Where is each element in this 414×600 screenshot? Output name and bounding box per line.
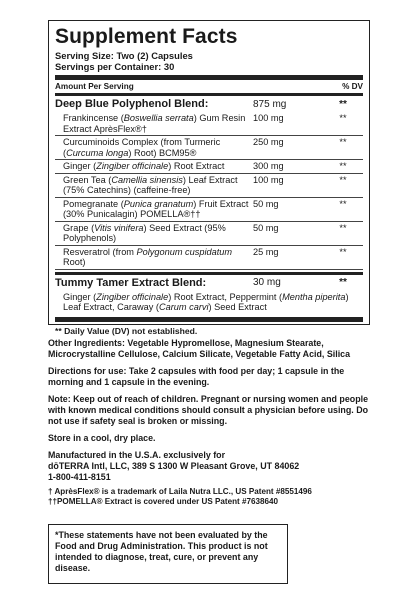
ingredient-row [55, 174, 363, 198]
ingredient-row [55, 198, 363, 222]
serving-size: Serving Size: Two (2) Capsules [55, 50, 193, 61]
ingredient-name: Frankincense (Boswellia serrata) Gum Resin Extract AprèsFlex®† [63, 113, 246, 134]
ingredient-dv: ** [339, 198, 347, 209]
tummy-tamer-ingredients: Ginger (Zingiber officinale) Root Extract, Peppermint (Mentha piperita) Leaf Extract, Caraway (Carum carvi) Seed Extract [63, 291, 349, 312]
ingredient-dv: ** [339, 161, 347, 171]
panel-title: Supplement Facts [55, 25, 238, 48]
apresflex-trademark: † AprèsFlex® is a trademark of Laila Nutra LLC., US Patent #8551496 [48, 487, 312, 496]
dv-label: % DV [342, 82, 363, 91]
blend-dv: ** [339, 98, 347, 110]
ingredient-amount: 250 mg [253, 137, 284, 147]
ingredient-row [55, 246, 363, 270]
ingredient-name: Ginger (Zingiber officinale) Root Extract [63, 161, 225, 171]
warning-note: Note: Keep out of reach of children. Pregnant or nursing women and people with known medical conditions should consult a physician before using. Do not use if safety seal is broken or missing. [48, 394, 369, 426]
blend-name: Tummy Tamer Extract Blend: [55, 276, 207, 289]
storage-instructions: Store in a cool, dry place. [48, 433, 156, 443]
amount-per-serving-label: Amount Per Serving [55, 82, 134, 91]
blend-dv: ** [339, 277, 347, 288]
ingredient-dv: ** [339, 113, 347, 123]
blend-amount: 30 mg [253, 277, 281, 288]
ingredient-row [55, 222, 363, 246]
pomella-trademark: ††POMELLA® Extract is covered under US Patent #7638640 [48, 497, 278, 506]
manufacturer-info [48, 450, 370, 483]
manufacturer-address: dōTERRA Intl, LLC, 389 S 1300 W Pleasant Grove, UT 84062 [48, 461, 300, 471]
ingredient-amount: 50 mg [253, 198, 279, 209]
manufacturer-phone: 1-800-411-8151 [48, 472, 111, 482]
ingredient-name: Curcuminoids Complex (from Turmeric (Curcuma longa) Root) BCM95® [63, 137, 221, 158]
ingredient-list [55, 112, 363, 270]
blend-name: Deep Blue Polyphenol Blend: [55, 98, 209, 110]
manufacturer-line: Manufactured in the U.S.A. exclusively for [48, 450, 226, 460]
ingredient-dv: ** [339, 137, 347, 147]
ingredient-name: Grape (Vitis vinifera) Seed Extract (95% Polyphenols) [63, 222, 226, 243]
ingredient-row [55, 160, 363, 174]
column-header [55, 80, 363, 93]
ingredient-dv: ** [339, 174, 347, 185]
supplement-facts-panel [48, 20, 370, 336]
ingredient-dv: ** [339, 246, 347, 257]
ingredient-name: Green Tea (Camellia sinensis) Leaf Extract (75% Catechins) (caffeine-free) [63, 174, 238, 195]
blend-amount: 875 mg [253, 98, 287, 110]
ingredient-name: Resveratrol (from Polygonum cuspidatum Root) [63, 246, 233, 267]
fda-disclaimer-box [48, 524, 288, 584]
tummy-tamer-blend-row [55, 275, 363, 291]
ingredient-amount: 300 mg [253, 161, 284, 171]
ingredient-amount: 50 mg [253, 222, 279, 233]
ingredient-row [55, 136, 363, 160]
ingredient-amount: 100 mg [253, 174, 284, 185]
other-ingredients: Other Ingredients: Vegetable Hypromellose, Magnesium Stearate, Microcrystalline Cellulose, Calcium Silicate, Vegetable Fatty Acid, Silica [48, 338, 351, 359]
dv-footnote: ** Daily Value (DV) not established. [55, 325, 198, 336]
tummy-tamer-detail [55, 291, 363, 314]
servings-per-container: Servings per Container: 30 [55, 61, 175, 72]
ingredient-name: Pomegranate (Punica granatum) Fruit Extract (30% Punicalagin) POMELLA®†† [63, 198, 249, 219]
ingredient-amount: 100 mg [253, 113, 284, 123]
label-body-text [48, 338, 370, 507]
directions: Directions for use: Take 2 capsules with food per day; 1 capsule in the morning and 1 capsule in the evening. [48, 366, 345, 387]
fda-disclaimer: *These statements have not been evaluated by the Food and Drug Administration. This product is not intended to diagnose, treat, cure, or prevent any disease. [55, 530, 268, 573]
ingredient-dv: ** [339, 222, 347, 233]
ingredient-row [55, 112, 363, 136]
deep-blue-blend-row [55, 96, 363, 112]
ingredient-amount: 25 mg [253, 246, 279, 257]
